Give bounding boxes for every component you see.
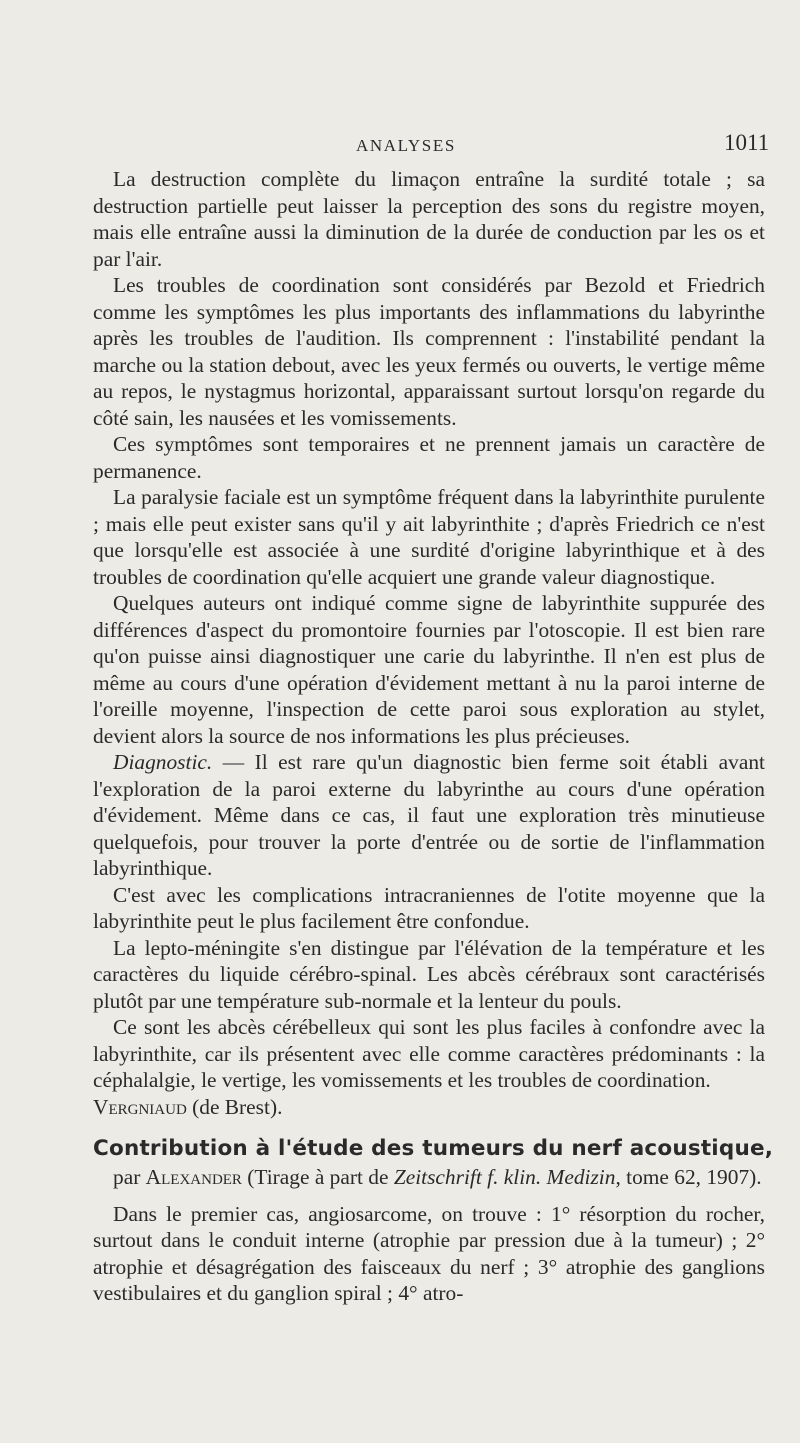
paragraph: La lepto-méningite s'en distingue par l'élévation de la température et les caractères du liquide cérébro-spinal. Les abcès cérébraux sont caractérisés plutôt par une température sub-normale et la lenteur du pouls. <box>93 935 765 1013</box>
running-header <box>0 130 800 166</box>
article-body <box>93 166 774 1307</box>
paragraph: La destruction complète du limaçon entraîne la surdité totale ; sa destruction partielle peut laisser la perception des sons du registre moyen, mais elle entraîne aussi la diminution de la durée de conduction par les os et par l'air. <box>93 167 765 271</box>
article-reference <box>93 1164 765 1191</box>
article-title: Contribution à l'étude des tumeurs du nerf acoustique, <box>93 1136 774 1161</box>
paragraph: Dans le premier cas, angiosarcome, on trouve : 1° résorption du rocher, surtout dans le conduit interne (atrophie par pression due à la tumeur) ; 2° atrophie et désagrégation des faisceaux du nerf ; 3° atrophie des ganglions vestibulaires et du ganglion spiral ; 4° atro- <box>93 1201 765 1305</box>
paragraph: Ce sont les abcès cérébelleux qui sont les plus faciles à confondre avec la labyrinthite, car ils présentent avec elle comme caractères prédominants : la céphalalgie, le vertige, les vomissements et les troubles de coordination. <box>93 1015 765 1092</box>
reference-suffix: , tome 62, 1907). <box>615 1165 762 1189</box>
paragraph: Les troubles de coordination sont considérés par Bezold et Friedrich comme les symptômes les plus importants des inflammations du labyrinthe après les troubles de l'audition. Ils comprennent : l'instabilité pendant la marche ou la station debout, avec les yeux fermés ou ouverts, le vertige même au repos, le nystagmus horizontal, apparaissant surtout lorsqu'on regarde du côté sain, les nausées et les vomissements. <box>93 273 765 430</box>
diagnostic-paragraph <box>93 749 765 882</box>
paragraph: Quelques auteurs ont indiqué comme signe de labyrinthite suppurée des différences d'aspect du promontoire fournies par l'otoscopie. Il est bien rare qu'on puisse ainsi diagnostiquer une carie du labyrinthe. Il n'en est plus de même au cours d'une opération d'évidement mettant à nu la paroi interne de l'oreille moyenne, l'inspection de cette paroi sous exploration au stylet, devient alors la source de nos informations les plus précieuses. <box>93 591 765 748</box>
reference-author: Alexander <box>145 1165 242 1189</box>
signature-place: (de Brest). <box>186 1094 283 1119</box>
paragraph: Ces symptômes sont temporaires et ne prennent jamais un caractère de permanence. <box>93 432 765 483</box>
diagnostic-dash: — <box>212 750 255 774</box>
reference-mid: (Tirage à part de <box>241 1165 394 1189</box>
diagnostic-label: Diagnostic. <box>113 750 213 774</box>
paragraph: La paralysie faciale est un symptôme fréquent dans la labyrinthite purulente ; mais elle peut exister sans qu'il y ait labyrinthite ; d'après Friedrich ce n'est que lorsqu'elle est associée à une surdité d'origine labyrinthique et à des troubles de coordination qu'elle acquiert une grande valeur diagnostique. <box>93 485 765 589</box>
paragraph: C'est avec les complications intracraniennes de l'otite moyenne que la labyrinthite peut le plus facilement être confondue. <box>93 882 765 933</box>
diagnostic-text: Il est rare qu'un diagnostic bien ferme soit établi avant l'exploration de la paroi externe du labyrinthe au cours d'une opération d'évidement. Même dans ce cas, il faut une exploration très minutieuse quelquefois, pour trouver la porte d'entrée ou de sortie de l'inflammation labyrinthique. <box>93 750 765 880</box>
running-title: ANALYSES <box>356 136 456 155</box>
reference-journal: Zeitschrift f. klin. Medizin <box>393 1165 616 1189</box>
page-number: 1011 <box>724 130 770 155</box>
signature-author: Vergniaud <box>93 1094 187 1119</box>
author-signature <box>93 1094 765 1121</box>
reference-prefix: par <box>113 1165 146 1189</box>
